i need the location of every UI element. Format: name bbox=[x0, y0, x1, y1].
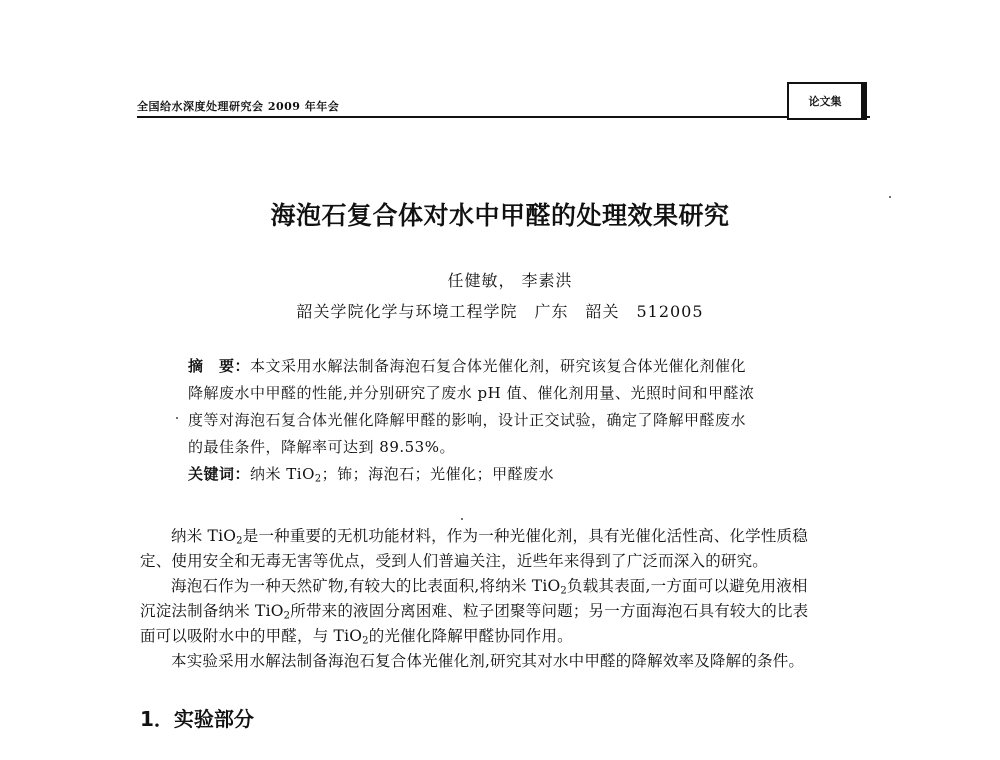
authors: 任健敏， 李素洪 bbox=[447, 271, 573, 290]
body-line: 面可以吸附水中的甲醛，与 TiO$_2$的光催化降解甲醛协同作用。 bbox=[140, 627, 573, 647]
scan-speck bbox=[461, 518, 463, 520]
journal-header: 全国给水深度处理研究会 2009 年年会 bbox=[137, 100, 340, 113]
scan-speck bbox=[176, 417, 178, 419]
affiliation: 韶关学院化学与环境工程学院 广东 韶关 512005 bbox=[296, 302, 704, 321]
proceedings-badge: 论文集 bbox=[787, 82, 863, 120]
abstract-line: 的最佳条件，降解率可达到 89.53%。 bbox=[188, 438, 455, 456]
paper-title: 海泡石复合体对水中甲醛的处理效果研究 bbox=[270, 201, 730, 230]
abstract-line bbox=[188, 353, 828, 380]
header-rule bbox=[137, 116, 870, 118]
introduction-body bbox=[140, 524, 876, 674]
section-heading: 1．实验部分 bbox=[140, 707, 254, 731]
body-line: 海泡石作为一种天然矿物,有较大的比表面积,将纳米 TiO$_2$负载其表面,一方面可以避免用液相 bbox=[171, 577, 808, 597]
abstract-text: 本文采用水解法制备海泡石复合体光催化剂，研究该复合体光催化剂催化 bbox=[250, 357, 747, 375]
abstract-line: 降解废水中甲醛的性能,并分别研究了废水 pH 值、催化剂用量、光照时间和甲醛浓 bbox=[188, 384, 755, 402]
body-line: 本实验采用水解法制备海泡石复合体光催化剂,研究其对水中甲醛的降解效率及降解的条件。 bbox=[171, 652, 805, 670]
abstract bbox=[188, 353, 828, 488]
body-line: 定、使用安全和无毒无害等优点，受到人们普遍关注，近些年来得到了广泛而深入的研究。 bbox=[140, 552, 769, 570]
body-line: 纳米 TiO$_2$是一种重要的无机功能材料，作为一种光催化剂，具有光催化活性高、化学性质稳 bbox=[171, 527, 808, 547]
abstract-label: 摘 要： bbox=[188, 357, 251, 375]
keywords-label: 关键词： bbox=[188, 465, 251, 483]
body-line: 沉淀法制备纳米 TiO$_2$所带来的液固分离困难、粒子团聚等问题；另一方面海泡石具有较大的比表 bbox=[140, 602, 809, 622]
abstract-line: 度等对海泡石复合体光催化降解甲醛的影响，设计正交试验，确定了降解甲醛废水 bbox=[188, 411, 747, 429]
scan-speck bbox=[889, 196, 891, 198]
keywords: 关键词：纳米 TiO$_2$；钸；海泡石；光催化；甲醛废水 bbox=[188, 465, 555, 485]
